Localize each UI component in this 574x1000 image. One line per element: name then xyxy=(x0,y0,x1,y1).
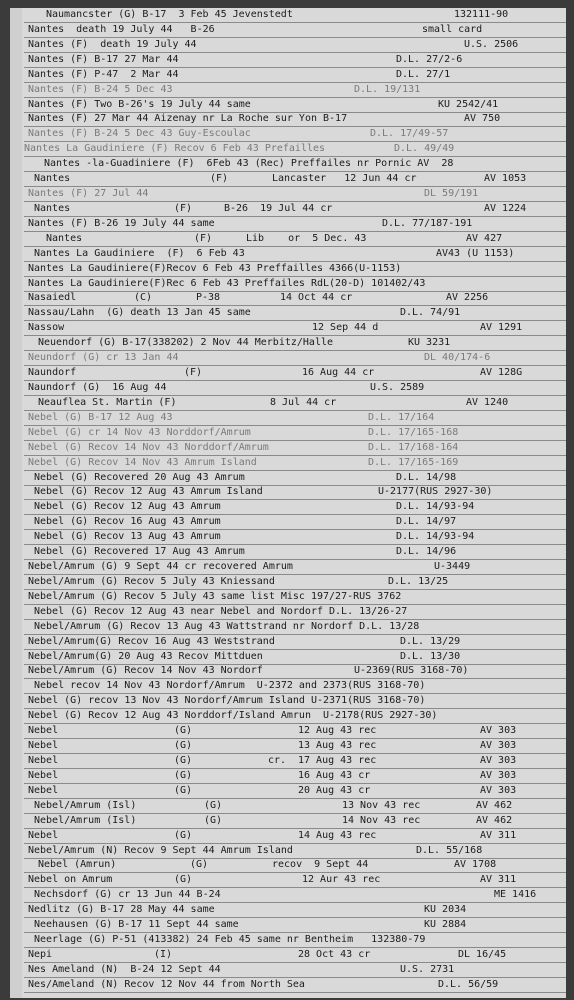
card-text: AV 311 xyxy=(480,874,517,886)
index-card-row xyxy=(24,262,566,277)
card-text: D.L. 77/187-191 xyxy=(382,217,473,229)
card-text: Nebel recov 14 Nov 43 Nordorf/Amrum U-2372 and 2373(RUS 3168-70) xyxy=(34,680,426,692)
card-text: D.L. 14/97 xyxy=(396,516,457,528)
index-card-row xyxy=(24,351,566,366)
card-text: Nebel/Amrum (Isl) xyxy=(34,799,137,811)
card-text: D.L. 56/59 xyxy=(438,978,499,990)
card-text: 132111-90 xyxy=(454,9,509,20)
card-text: (F) xyxy=(174,202,193,214)
card-text: AV 2256 xyxy=(446,292,489,304)
card-text: Naundorf xyxy=(28,367,77,379)
index-card-row xyxy=(24,8,566,23)
card-text: AV 1708 xyxy=(454,859,497,871)
index-card-row xyxy=(24,172,566,187)
card-text: Nantes (F) B-17 27 Mar 44 xyxy=(28,53,179,65)
index-card-row xyxy=(24,754,566,769)
index-card-row xyxy=(24,858,566,873)
index-card-row xyxy=(24,321,566,336)
card-text: (G) xyxy=(174,874,193,886)
card-text: Nebel (G) Recov 12 Aug 43 Amrum Island xyxy=(34,486,263,498)
card-text: Nebel (G) Recov 12 Aug 43 Norddorf/Island Amrun U-2178(RUS 2927-30) xyxy=(28,710,438,722)
index-card-row xyxy=(24,888,566,903)
card-text: KU 2542/41 xyxy=(438,98,499,110)
card-text: Nantes death 19 July 44 B-26 xyxy=(28,23,215,35)
card-text: AV 311 xyxy=(480,829,517,841)
card-text: 28 Oct 43 cr xyxy=(298,948,371,960)
card-text: Nebel xyxy=(28,784,59,796)
card-text: Nebel/Amrum (G) Recov 5 July 43 same list Misc 197/27-RUS 3762 xyxy=(28,590,402,602)
card-text: recov 9 Sept 44 xyxy=(272,859,369,871)
index-card-row xyxy=(24,650,566,665)
card-text: AV 427 xyxy=(466,232,503,244)
card-text: Nebel (G) Recov 12 Aug 43 near Nebel and Nordorf D.L. 13/26-27 xyxy=(34,605,408,617)
index-card-row xyxy=(24,127,566,142)
card-text: Nantes xyxy=(34,202,71,214)
card-text: Neerlage (G) P-51 (413382) 24 Feb 45 same nr Bentheim 132380-79 xyxy=(34,934,426,946)
card-text: U.S. 2506 xyxy=(464,38,519,50)
card-text: (C) xyxy=(134,292,153,304)
card-text: Nebel (G) Recovered 17 Aug 43 Amrum xyxy=(34,546,245,558)
card-text: D.L. 17/164 xyxy=(368,411,435,423)
card-text: Nebel on Amrum xyxy=(28,874,113,886)
index-card-row xyxy=(24,277,566,292)
card-text: D.L. 14/93-94 xyxy=(396,531,475,543)
card-text: 13 Aug 43 rec xyxy=(298,740,377,752)
card-text: Nantes La Gaudiniere (F) 6 Feb 43 xyxy=(34,247,245,259)
card-text: small card xyxy=(422,23,483,35)
index-card-row xyxy=(24,709,566,724)
card-text: Nebel xyxy=(28,755,59,766)
card-text: Nebel/Amrum (G) Recov 13 Aug 43 Wattstrand nr Nordorf D.L. 13/28 xyxy=(34,620,420,632)
index-card-row xyxy=(24,202,566,217)
card-text: Nassow xyxy=(28,322,65,334)
card-text: D.L. 17/168-164 xyxy=(368,441,459,453)
card-text: D.L. 14/98 xyxy=(396,471,457,483)
index-card-row xyxy=(24,620,566,635)
card-text: 12 Aur 43 rec xyxy=(302,874,381,886)
card-text: AV 750 xyxy=(464,113,501,125)
card-text: Nantes -la-Guadiniere (F) 6Feb 43 (Rec) Preffailes nr Pornic AV 28 xyxy=(44,158,454,170)
card-text: D.L. 19/131 xyxy=(354,83,421,95)
card-text: Nantes (F) Two B-26's 19 July 44 same xyxy=(28,98,251,110)
index-card-row xyxy=(24,635,566,650)
card-text: Nepi xyxy=(28,948,53,960)
card-text: U-3449 xyxy=(434,561,471,573)
card-text: AV 303 xyxy=(480,784,517,796)
card-text: Nebel/Amrum (N) Recov 9 Sept 44 Amrum Island xyxy=(28,844,293,856)
card-text: (G) xyxy=(174,740,193,752)
card-text: Nebel (Amrun) xyxy=(38,859,117,871)
index-card-row xyxy=(24,83,566,98)
card-text: Nebel xyxy=(28,740,59,752)
card-text: D.L. 17/49-57 xyxy=(370,128,449,140)
index-card-row xyxy=(24,903,566,918)
card-text: D.L. 27/2-6 xyxy=(396,53,463,65)
index-card-row xyxy=(24,411,566,426)
card-text: Neundorf (G) cr 13 Jan 44 xyxy=(28,352,179,364)
index-card-row xyxy=(24,157,566,172)
card-text: Nebel (G) Recov 12 Aug 43 Amrum xyxy=(34,501,221,513)
index-card-row xyxy=(24,396,566,411)
card-text: Nantes La Gaudiniere(F)Rec 6 Feb 43 Preffailes RdL(20-D) 101402/43 xyxy=(28,277,426,289)
card-text: 20 Aug 43 cr xyxy=(298,784,371,796)
card-text: Nantes (F) B-26 19 July 44 same xyxy=(28,217,215,229)
card-text: AV 462 xyxy=(476,799,513,811)
index-card-row xyxy=(24,291,566,306)
card-text: Neehausen (G) B-17 11 Sept 44 same xyxy=(34,919,239,931)
card-text: (F) xyxy=(184,367,203,379)
card-text: Nantes xyxy=(34,173,71,185)
card-text: Nantes xyxy=(46,232,83,244)
index-card-row xyxy=(24,500,566,515)
index-card-row xyxy=(24,694,566,709)
card-text: (G) xyxy=(174,784,193,796)
index-card-row xyxy=(24,545,566,560)
card-text: Nebel (G) recov 13 Nov 43 Nordorf/Amrum Island U-2371(RUS 3168-70) xyxy=(28,695,426,707)
card-text: AV 303 xyxy=(480,755,517,766)
card-text: KU 2034 xyxy=(424,904,467,916)
card-text: Nebel (G) B-17 12 Aug 43 xyxy=(28,411,173,423)
card-text: Neauflea St. Martin (F) xyxy=(38,396,177,408)
index-card-row xyxy=(24,456,566,471)
index-card-row xyxy=(24,799,566,814)
card-text: Nebel xyxy=(28,725,59,737)
index-card-row xyxy=(24,784,566,799)
index-card-row xyxy=(24,485,566,500)
index-card-row xyxy=(24,23,566,38)
card-text: (G) xyxy=(174,769,193,781)
card-text: (G) xyxy=(174,725,193,737)
index-card-row xyxy=(24,232,566,247)
card-text: 13 Nov 43 rec xyxy=(342,799,421,811)
card-text: P-38 xyxy=(196,292,221,304)
index-card-row xyxy=(24,575,566,590)
card-text: AV 462 xyxy=(476,814,513,826)
card-text: cr. xyxy=(268,755,287,766)
card-text: Lancaster 12 Jun 44 cr xyxy=(272,173,417,185)
card-text: (F) xyxy=(210,173,229,185)
card-text: Nebel (G) Recov 14 Nov 43 Norddorf/Amrum xyxy=(28,441,269,453)
index-card-row xyxy=(24,918,566,933)
card-text: Nebel (G) Recov 14 Nov 43 Amrum Island xyxy=(28,456,257,468)
index-card-row xyxy=(24,769,566,784)
card-text: D.L. 14/96 xyxy=(396,546,457,558)
card-text: B-26 19 Jul 44 cr xyxy=(224,202,333,214)
card-text: 14 Oct 44 cr xyxy=(280,292,353,304)
index-card-row xyxy=(24,471,566,486)
card-text: D.L. 74/91 xyxy=(400,307,461,319)
index-card-row xyxy=(24,366,566,381)
card-text: KU 2884 xyxy=(424,919,467,931)
index-card-row xyxy=(24,38,566,53)
index-card-page xyxy=(10,8,566,998)
index-card-row xyxy=(24,98,566,113)
index-card-row xyxy=(24,68,566,83)
index-card-row xyxy=(24,530,566,545)
card-text: Naundorf (G) 16 Aug 44 xyxy=(28,382,167,393)
card-text: DL 59/191 xyxy=(424,188,479,200)
card-text: Nebel (G) cr 14 Nov 43 Norddorf/Amrum xyxy=(28,426,251,438)
card-text: AV 1224 xyxy=(484,202,527,214)
card-text: (G) xyxy=(204,799,223,811)
card-text: Lib or 5 Dec. 43 xyxy=(246,232,367,244)
index-card-row xyxy=(24,187,566,202)
card-text: D.L. 27/1 xyxy=(396,68,451,80)
index-card-row xyxy=(24,605,566,620)
index-card-row xyxy=(24,933,566,948)
index-card-row xyxy=(24,306,566,321)
card-text: D.L. 13/30 xyxy=(400,650,461,662)
index-card-row xyxy=(24,814,566,829)
card-text: (F) xyxy=(194,232,213,244)
card-text: Nebel/Amrum(G) 20 Aug 43 Recov Mittduen xyxy=(28,650,263,662)
card-text: Nebel (G) Recov 13 Aug 43 Amrum xyxy=(34,531,221,543)
card-text: 12 Aug 43 rec xyxy=(298,725,377,737)
card-text: Nebel/Amrum(G) Recov 16 Aug 43 Weststrand xyxy=(28,635,275,647)
card-text: Neuendorf (G) B-17(338202) 2 Nov 44 Merbitz/Halle xyxy=(38,337,334,349)
index-card-row xyxy=(24,679,566,694)
index-card-row xyxy=(24,724,566,739)
card-text: D.L. 13/25 xyxy=(388,575,449,587)
card-text: 16 Aug 44 cr xyxy=(302,367,375,379)
card-text: Nebel (G) Recov 16 Aug 43 Amrum xyxy=(34,516,221,528)
card-text: Nechsdorf (G) cr 13 Jun 44 B-24 xyxy=(34,889,221,901)
card-text: Nantes (F) B-24 5 Dec 43 Guy-Escoulac xyxy=(28,128,251,140)
card-text: Naumancster (G) B-17 3 Feb 45 Jevenstedt xyxy=(46,9,293,20)
card-text: Nasaiedl xyxy=(28,292,77,304)
card-text: Nebel/Amrum (G) Recov 5 July 43 Kniessand xyxy=(28,575,275,587)
card-text: D.L. 17/165-169 xyxy=(368,456,459,468)
card-text: AV 1240 xyxy=(466,396,509,408)
card-text: AV 303 xyxy=(480,769,517,781)
card-text: U.S. 2589 xyxy=(370,382,425,393)
card-text: U-2177(RUS 2927-30) xyxy=(378,486,493,498)
card-text: AV 1053 xyxy=(484,173,527,185)
index-card-row xyxy=(24,336,566,351)
card-text: Nantes La Gaudiniere (F) Recov 6 Feb 43 Prefailles xyxy=(24,143,326,155)
card-text: AV 1291 xyxy=(480,322,523,334)
card-text: 8 Jul 44 cr xyxy=(270,396,337,408)
card-text: Nebel (G) Recovered 20 Aug 43 Amrum xyxy=(34,471,245,483)
card-text: Nantes (F) 27 Jul 44 xyxy=(28,188,149,200)
card-text: (G) xyxy=(174,755,193,766)
index-card-row xyxy=(24,441,566,456)
index-card-row xyxy=(24,515,566,530)
card-text: Nedlitz (G) B-17 28 May 44 same xyxy=(28,904,215,916)
card-text: (I) xyxy=(154,948,173,960)
index-card-row xyxy=(24,217,566,232)
card-text: AV 128G xyxy=(480,367,523,379)
index-card-row xyxy=(24,873,566,888)
card-text: D.L. 17/165-168 xyxy=(368,426,459,438)
card-text: 14 Aug 43 rec xyxy=(298,829,377,841)
card-text: Nantes (F) 27 Mar 44 Aizenay nr La Roche sur Yon B-17 xyxy=(28,113,348,125)
card-text: Nebel/Amrum (G) 9 Sept 44 cr recovered Amrum xyxy=(28,561,293,573)
card-text: Nes/Ameland (N) Recov 12 Nov 44 from North Sea xyxy=(28,978,305,990)
card-text: D.L. 14/93-94 xyxy=(396,501,475,513)
card-text: DL 16/45 xyxy=(458,948,507,960)
card-text: D.L. 49/49 xyxy=(394,143,455,155)
index-card-row xyxy=(24,426,566,441)
card-text: (G) xyxy=(190,859,209,871)
card-text: U.S. 2731 xyxy=(400,963,455,975)
card-text: 16 Aug 43 cr xyxy=(298,769,371,781)
index-card-row xyxy=(24,590,566,605)
card-text: Nebel/Amrum (Isl) xyxy=(34,814,137,826)
index-card-row xyxy=(24,963,566,978)
index-card-row xyxy=(24,381,566,396)
card-text: ME 1416 xyxy=(494,889,537,901)
card-text: 14 Nov 43 rec xyxy=(342,814,421,826)
card-text: 17 Aug 43 rec xyxy=(298,755,377,766)
index-card-row xyxy=(24,844,566,859)
card-text: (G) xyxy=(174,829,193,841)
card-text: Nes Ameland (N) B-24 12 Sept 44 xyxy=(28,963,221,975)
card-text: (G) xyxy=(204,814,223,826)
card-text: U-2369(RUS 3168-70) xyxy=(354,665,469,677)
card-text: Nassau/Lahn (G) death 13 Jan 45 same xyxy=(28,307,251,319)
card-text: AV 303 xyxy=(480,725,517,737)
card-text: Nantes La Gaudiniere(F)Recov 6 Feb 43 Preffailles 4366(U-1153) xyxy=(28,262,402,274)
index-card-row xyxy=(24,829,566,844)
index-card-row xyxy=(24,948,566,963)
index-card-row xyxy=(24,664,566,679)
card-text: 12 Sep 44 d xyxy=(312,322,379,334)
index-card-row xyxy=(24,560,566,575)
card-text: AV 303 xyxy=(480,740,517,752)
card-text: Nebel xyxy=(28,829,59,841)
index-card-row xyxy=(24,739,566,754)
card-text: D.L. 13/29 xyxy=(400,635,461,647)
card-text: Nantes (F) P-47 2 Mar 44 xyxy=(28,68,179,80)
card-text: AV43 (U 1153) xyxy=(436,247,515,259)
card-text: D.L. 55/168 xyxy=(416,844,483,856)
index-card-row xyxy=(24,142,566,157)
index-card-row xyxy=(24,247,566,262)
card-text: KU 3231 xyxy=(408,337,451,349)
index-card-row xyxy=(24,112,566,127)
card-text: DL 40/174-6 xyxy=(424,352,491,364)
page-edge xyxy=(10,8,22,998)
card-text: Nebel/Amrum (G) Recov 14 Nov 43 Nordorf xyxy=(28,665,263,677)
index-card-row xyxy=(24,978,566,993)
card-text: Nantes (F) death 19 July 44 xyxy=(28,38,197,50)
card-text: Nebel xyxy=(28,769,59,781)
card-text: Nantes (F) B-24 5 Dec 43 xyxy=(28,83,173,95)
index-card-row xyxy=(24,53,566,68)
